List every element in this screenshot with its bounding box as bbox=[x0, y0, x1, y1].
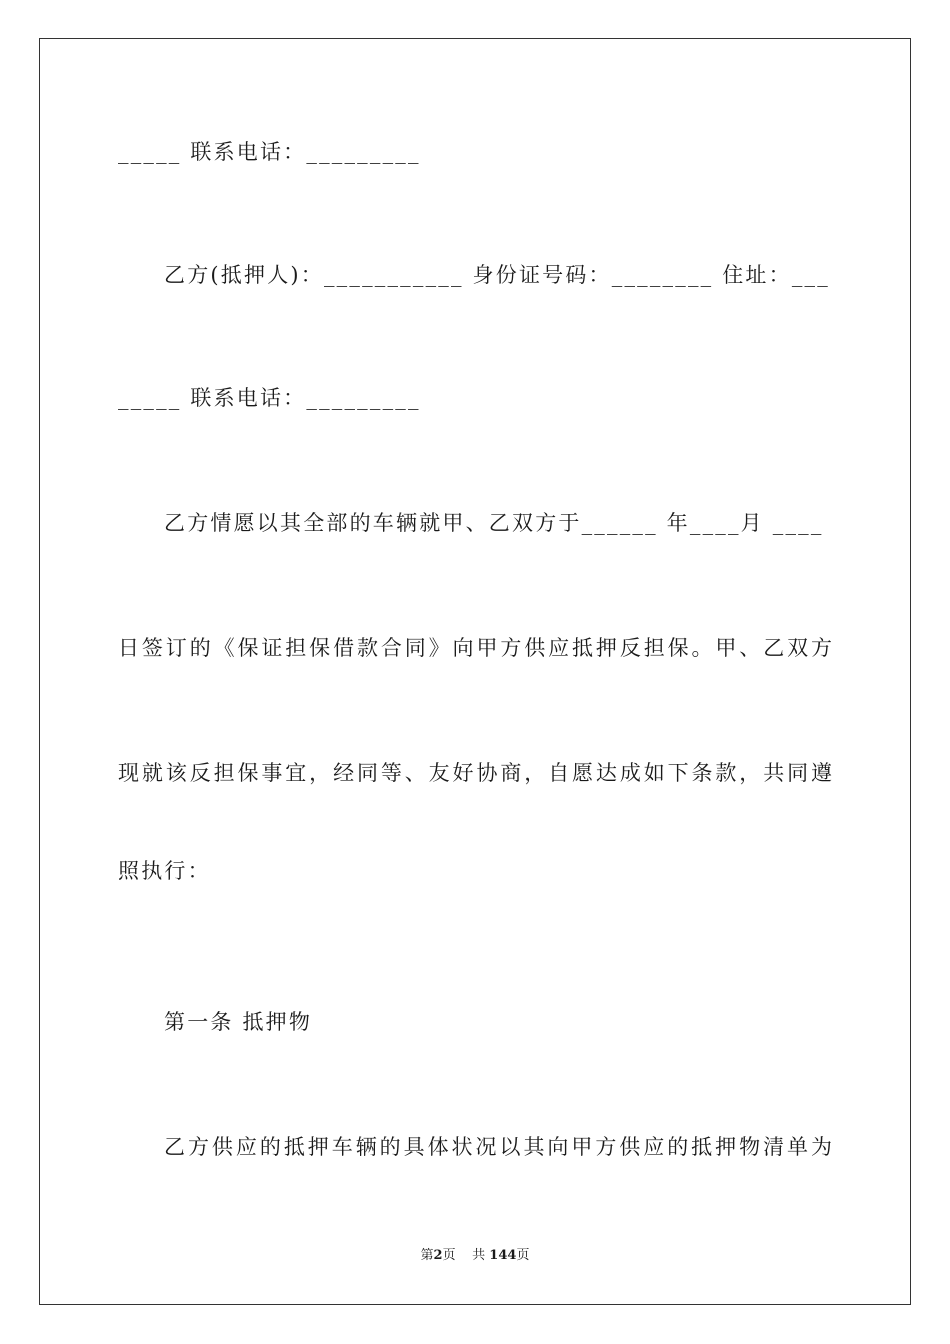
article-body-line-1: 乙方供应的抵押车辆的具体状况以其向甲方供应的抵押物清单为 bbox=[164, 1135, 832, 1159]
footer-current-page: 2 bbox=[433, 1248, 443, 1263]
page-frame bbox=[39, 38, 911, 1305]
party-b-info-line: 乙方(抵押人)：___________ 身份证号码：________ 住址：___ bbox=[164, 263, 830, 287]
footer-page-suffix: 页 bbox=[442, 1248, 456, 1263]
paragraph-line-3: 现就该反担保事宜，经同等、友好协商，自愿达成如下条款，共同遵 bbox=[118, 761, 832, 785]
paragraph-line-4: 照执行： bbox=[118, 859, 211, 883]
footer-total-pages: 144 bbox=[489, 1248, 517, 1263]
article-heading: 第一条 抵押物 bbox=[164, 1010, 313, 1034]
paragraph-line-2: 日签订的《保证担保借款合同》向甲方供应抵押反担保。甲、乙双方 bbox=[118, 636, 832, 660]
page-footer bbox=[0, 1247, 950, 1265]
paragraph-line-1: 乙方情愿以其全部的车辆就甲、乙双方于______ 年____月 ____ bbox=[164, 511, 824, 535]
footer-total-suffix: 页 bbox=[516, 1248, 530, 1263]
contact-phone-line-2: _____ 联系电话：_________ bbox=[118, 386, 421, 410]
footer-page-prefix: 第 bbox=[420, 1248, 434, 1263]
contact-phone-line-1: _____ 联系电话：_________ bbox=[118, 140, 421, 164]
footer-total-prefix: 共 bbox=[472, 1248, 486, 1263]
